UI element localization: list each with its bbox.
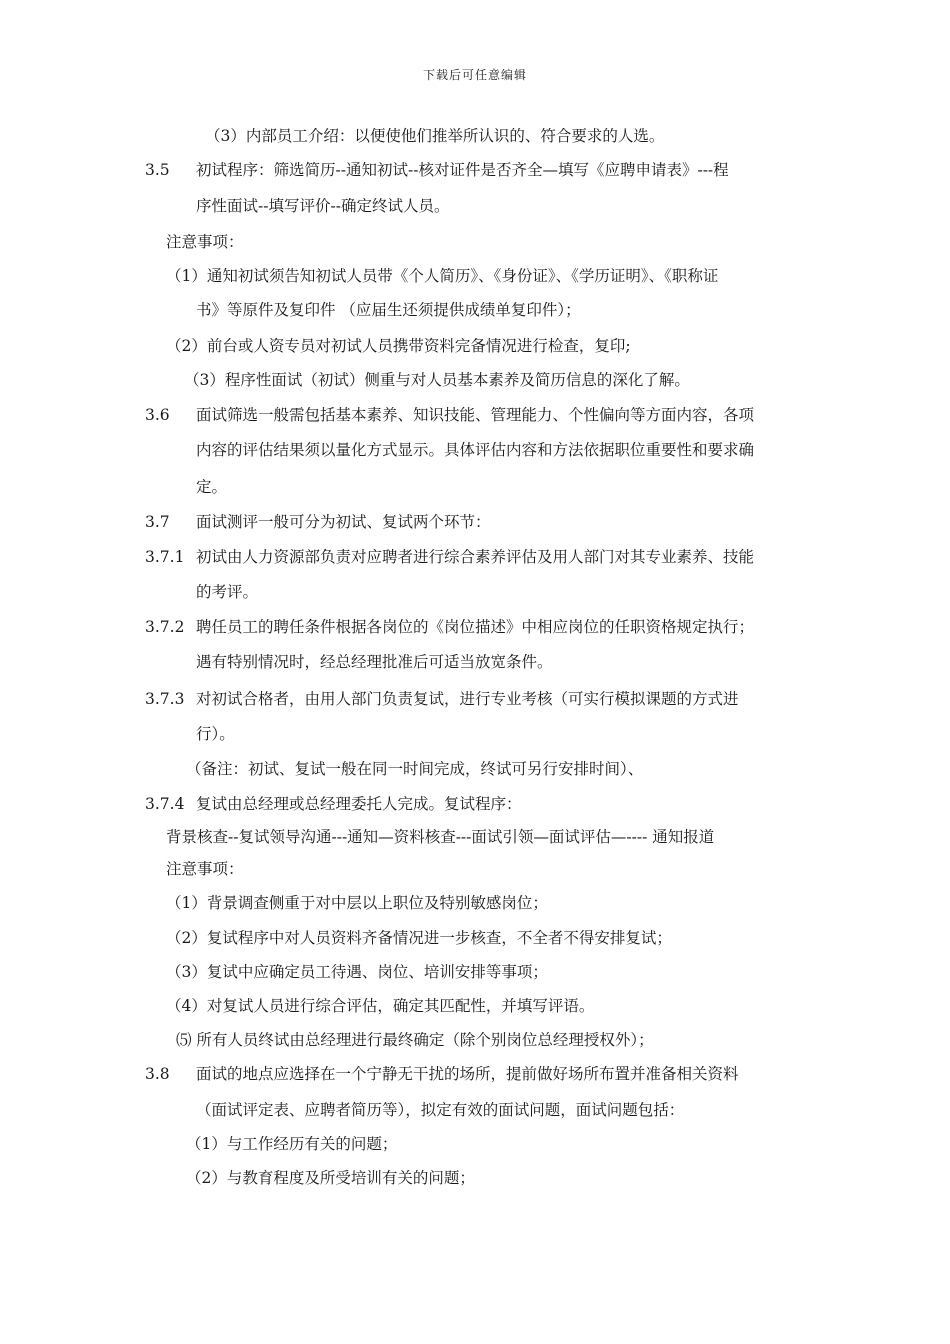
text-line: （1）背景调查侧重于对中层以上职位及特别敏感岗位； — [166, 894, 548, 912]
text-line: 面试的地点应选择在一个宁静无干扰的场所，提前做好场所布置并准备相关资料 — [196, 1065, 739, 1083]
text-line: （3）复试中应确定员工待遇、岗位、培训安排等事项； — [166, 963, 548, 981]
text-line: （1）通知初试须告知初试人员带《个人简历》、《身份证》、《学历证明》、《职称证 — [166, 267, 719, 285]
text-line: 面试测评一般可分为初试、复试两个环节： — [196, 513, 491, 531]
section-number: 3.7.4 — [145, 795, 185, 813]
text-line: （3）程序性面试（初试）侧重与对人员基本素养及简历信息的深化了解。 — [184, 371, 690, 389]
text-line: （4）对复试人员进行综合评估，确定其匹配性，并填写评语。 — [166, 997, 595, 1015]
section-number: 3.7.1 — [145, 548, 185, 566]
text-line: 定。 — [196, 478, 228, 496]
text-line: 遇有特别情况时，经总经理批准后可适当放宽条件。 — [196, 653, 553, 671]
section-number: 3.7.2 — [145, 618, 185, 636]
text-line: （1）与工作经历有关的问题； — [186, 1135, 398, 1153]
text-line: （2）与教育程度及所受培训有关的问题； — [186, 1169, 475, 1187]
text-line: 序性面试--填写评价--确定终试人员。 — [196, 197, 450, 215]
section-number: 3.7 — [145, 513, 170, 531]
text-line: 的考评。 — [196, 583, 259, 601]
text-line: 书》等原件及复印件 （应届生还须提供成绩单复印件）； — [196, 301, 581, 319]
text-line: 背景核查--复试领导沟通---通知—资料核查---面试引领—面试评估—---- 通知报道 — [166, 828, 715, 846]
section-number: 3.5 — [145, 161, 170, 179]
text-line: 初试由人力资源部负责对应聘者进行综合素养评估及用人部门对其专业素养、技能 — [196, 548, 755, 566]
text-line: 注意事项： — [166, 860, 244, 878]
text-line: ⑸ 所有人员终试由总经理进行最终确定（除个别岗位总经理授权外）； — [176, 1031, 654, 1049]
text-line: （3）内部员工介绍：以便使他们推举所认识的、符合要求的人选。 — [205, 127, 665, 145]
text-line: （2）复试程序中对人员资料齐备情况进一步核查，不全者不得安排复试； — [166, 929, 672, 947]
section-number: 3.8 — [145, 1065, 170, 1083]
page-header: 下载后可任意编辑 — [422, 68, 527, 82]
section-number: 3.7.3 — [145, 690, 185, 708]
text-line: 对初试合格者，由用人部门负责复试，进行专业考核（可实行模拟课题的方式进 — [196, 690, 739, 708]
section-number: 3.6 — [145, 406, 170, 424]
text-line: （备注：初试、复试一般在同一时间完成，终试可另行安排时间）、 — [186, 760, 644, 778]
text-line: 面试筛选一般需包括基本素养、知识技能、管理能力、个性偏向等方面内容，各项 — [196, 406, 755, 424]
text-line: （2）前台或人资专员对初试人员携带资料完备情况进行检查，复印; — [166, 337, 631, 355]
text-line: （面试评定表、应聘者简历等），拟定有效的面试问题，面试问题包括： — [196, 1101, 685, 1119]
text-line: 注意事项： — [166, 233, 244, 251]
text-line: 内容的评估结果须以量化方式显示。具体评估内容和方法依据职位重要性和要求确 — [196, 441, 755, 459]
text-line: 初试程序：筛选简历--通知初试--核对证件是否齐全—填写《应聘申请表》---程 — [196, 161, 729, 179]
text-line: 聘任员工的聘任条件根据各岗位的《岗位描述》中相应岗位的任职资格规定执行； — [196, 618, 755, 636]
text-line: 复试由总经理或总经理委托人完成。复试程序： — [196, 795, 522, 813]
text-line: 行）。 — [196, 725, 235, 743]
